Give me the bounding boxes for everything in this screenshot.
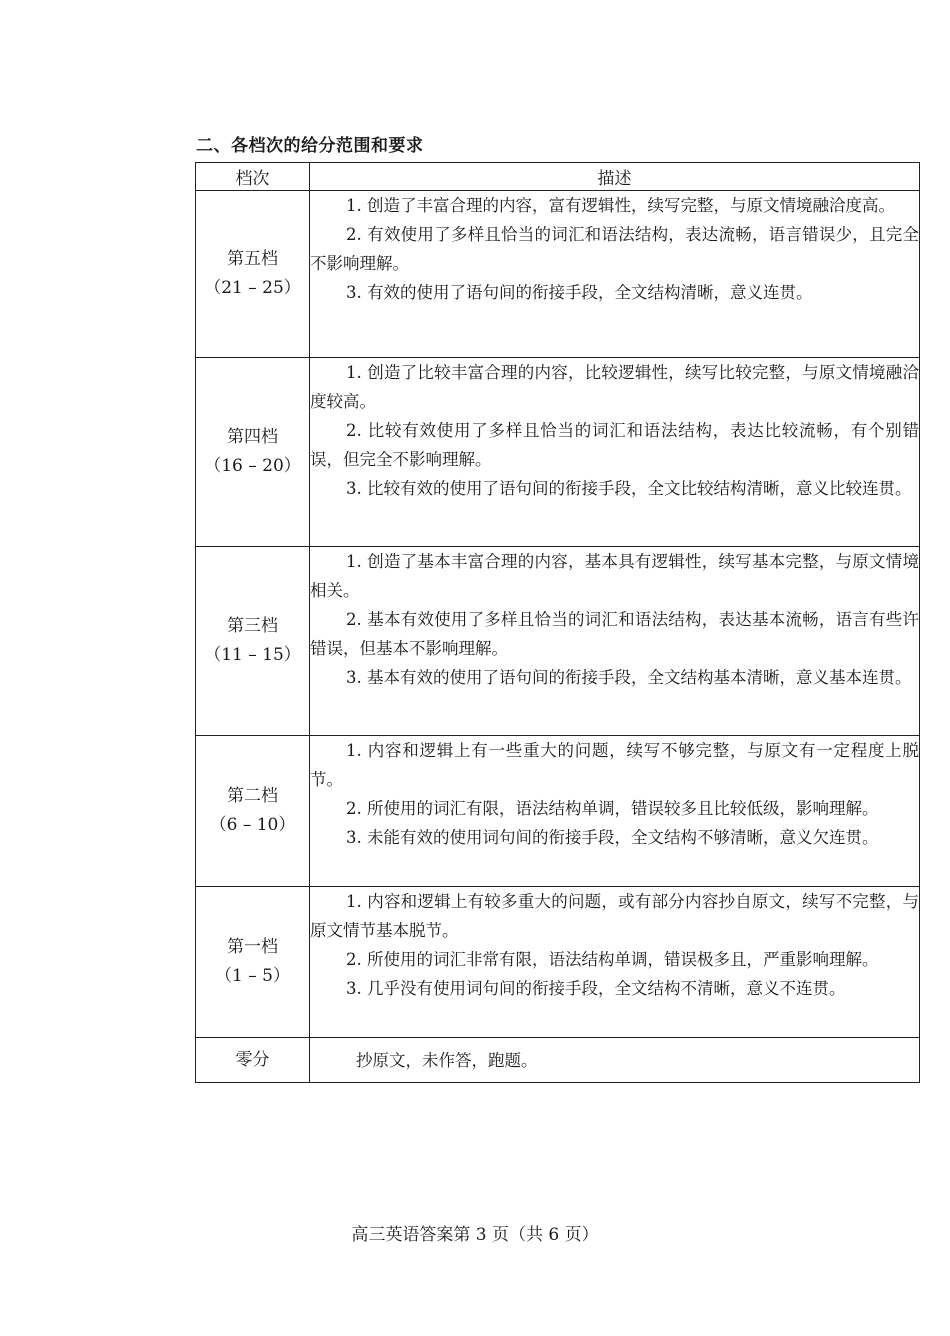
description-cell — [310, 736, 920, 887]
table-row — [196, 887, 920, 1038]
criterion: 抄原文，未作答，跑题。 — [356, 1050, 538, 1070]
description-cell — [310, 547, 920, 736]
criterion: 3. 比较有效的使用了语句间的衔接手段，全文比较结构清晰，意义比较连贯。 — [346, 479, 912, 498]
description-cell — [310, 887, 920, 1038]
description-cell — [310, 191, 920, 358]
criterion: 3. 几乎没有使用词句间的衔接手段，全文结构不清晰，意义不连贯。 — [346, 979, 846, 998]
level-name: 第五档 — [227, 249, 278, 269]
criterion: 3. 基本有效的使用了语句间的衔接手段，全文结构基本清晰，意义基本连贯。 — [346, 668, 912, 687]
criterion: 2. 有效使用了多样且恰当的词汇和语法结构，表达流畅，语言错误少，且完全不影响理解。 — [310, 225, 919, 273]
criterion: 2. 所使用的词汇非常有限，语法结构单调，错误极多且，严重影响理解。 — [346, 950, 879, 969]
level-name: 零分 — [235, 1049, 270, 1070]
level-range: （6 – 10） — [209, 815, 296, 835]
table-row — [196, 547, 920, 736]
level-range: （16 – 20） — [204, 456, 301, 476]
level-cell — [196, 547, 310, 736]
level-cell — [196, 736, 310, 887]
criterion: 1. 创造了基本丰富合理的内容，基本具有逻辑性，续写基本完整，与原文情境相关。 — [310, 552, 919, 600]
criterion: 3. 有效的使用了语句间的衔接手段，全文结构清晰，意义连贯。 — [346, 283, 813, 302]
grading-table — [195, 162, 920, 1083]
description-cell — [310, 1038, 920, 1083]
level-name: 第一档 — [227, 937, 278, 957]
header-description: 描述 — [310, 163, 920, 191]
criterion: 2. 比较有效使用了多样且恰当的词汇和语法结构，表达比较流畅，有个别错误，但完全不影响理解。 — [310, 421, 919, 469]
level-cell — [196, 1038, 310, 1083]
header-level: 档次 — [196, 163, 310, 191]
level-range: （1 – 5） — [215, 966, 290, 986]
level-range: （21 – 25） — [204, 278, 301, 298]
criterion: 2. 所使用的词汇有限，语法结构单调，错误较多且比较低级，影响理解。 — [346, 799, 879, 818]
criterion: 3. 未能有效的使用词句间的衔接手段，全文结构不够清晰，意义欠连贯。 — [346, 828, 879, 847]
table-row — [196, 736, 920, 887]
table-header-row — [196, 163, 920, 191]
criterion: 1. 内容和逻辑上有一些重大的问题，续写不够完整，与原文有一定程度上脱节。 — [310, 741, 919, 789]
page-footer: 高三英语答案第 3 页（共 6 页） — [351, 1225, 599, 1245]
level-cell — [196, 358, 310, 547]
table-row — [196, 191, 920, 358]
level-cell — [196, 191, 310, 358]
criterion: 1. 内容和逻辑上有较多重大的问题，或有部分内容抄自原文，续写不完整，与原文情节基本脱节。 — [310, 892, 919, 940]
table-row — [196, 1038, 920, 1083]
criterion: 2. 基本有效使用了多样且恰当的词汇和语法结构，表达基本流畅，语言有些许错误，但基本不影响理解。 — [310, 610, 919, 658]
level-cell — [196, 887, 310, 1038]
table-row — [196, 358, 920, 547]
level-name: 第三档 — [227, 616, 278, 636]
level-name: 第二档 — [227, 786, 278, 806]
criterion: 1. 创造了丰富合理的内容，富有逻辑性，续写完整，与原文情境融洽度高。 — [346, 196, 895, 215]
level-range: （11 – 15） — [204, 645, 301, 665]
section-title: 二、各档次的给分范围和要求 — [196, 136, 424, 156]
criterion: 1. 创造了比较丰富合理的内容，比较逻辑性，续写比较完整，与原文情境融洽度较高。 — [310, 363, 919, 411]
description-cell — [310, 358, 920, 547]
level-name: 第四档 — [227, 427, 278, 447]
